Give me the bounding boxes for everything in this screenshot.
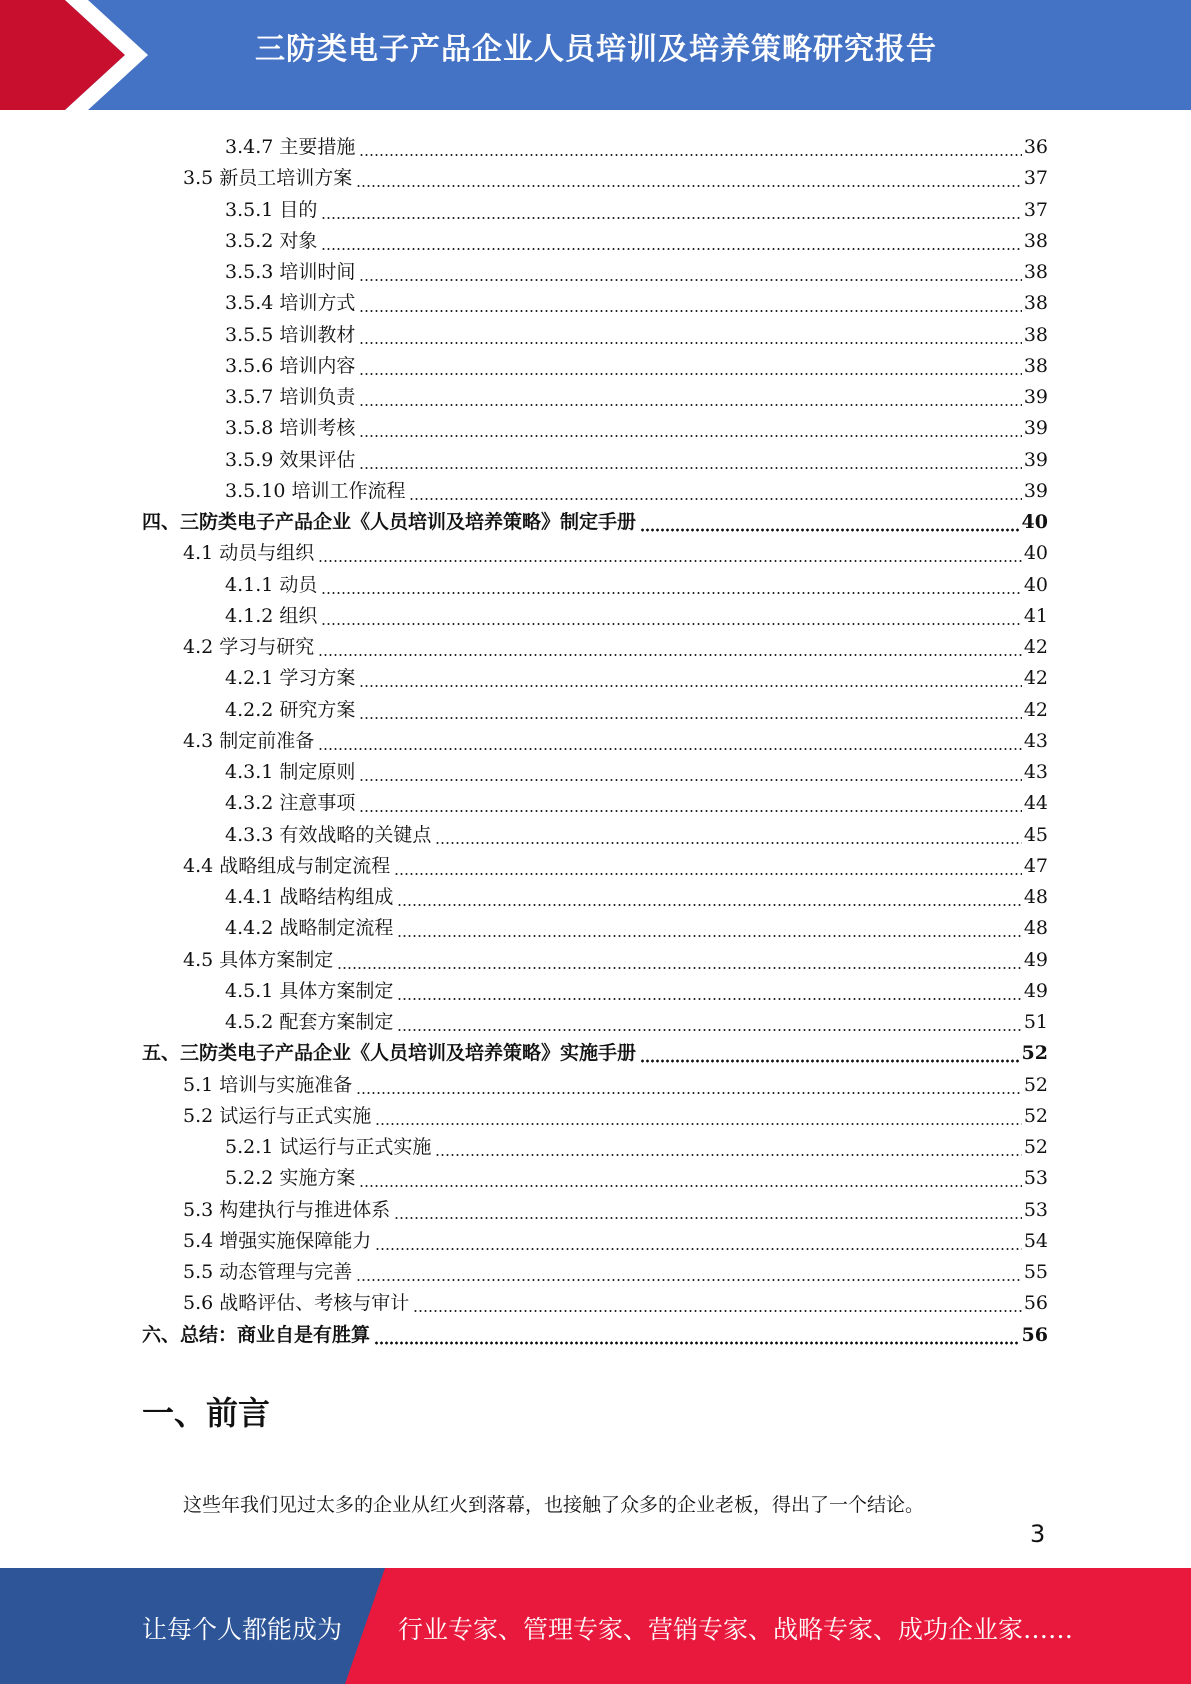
toc-entry-label: 4.2 学习与研究 [183, 636, 315, 658]
toc-dot-leader [359, 291, 1021, 315]
toc-entry[interactable] [142, 1316, 1048, 1347]
toc-entry-label: 4.3.2 注意事项 [225, 792, 356, 814]
toc-dot-leader [397, 885, 1021, 909]
toc-entry[interactable] [225, 378, 1048, 409]
toc-dot-leader [321, 229, 1021, 253]
toc-dot-leader [413, 1291, 1022, 1315]
toc-entry-page: 38 [1023, 355, 1048, 377]
toc-entry-label: 5.4 增强实施保障能力 [183, 1230, 372, 1252]
toc-entry-page: 42 [1023, 667, 1048, 689]
toc-entry-page: 56 [1021, 1324, 1048, 1346]
toc-entry-label: 六、总结：商业自是有胜算 [142, 1324, 371, 1346]
toc-entry[interactable] [225, 128, 1048, 159]
toc-entry[interactable] [183, 722, 1048, 753]
toc-dot-leader [394, 854, 1022, 878]
toc-dot-leader [375, 1229, 1022, 1253]
toc-entry[interactable] [225, 472, 1048, 503]
toc-entry-label: 4.3.3 有效战略的关键点 [225, 824, 432, 846]
toc-entry-label: 4.5.2 配套方案制定 [225, 1011, 394, 1033]
toc-entry-page: 42 [1023, 636, 1048, 658]
toc-dot-leader [397, 979, 1021, 1003]
toc-entry-label: 4.3.1 制定原则 [225, 761, 356, 783]
footer-slogan-right: 行业专家、管理专家、营销专家、战略专家、成功企业家…… [398, 1615, 1074, 1644]
toc-entry-page: 48 [1023, 917, 1048, 939]
toc-dot-leader [337, 948, 1022, 972]
toc-entry-page: 40 [1023, 542, 1048, 564]
toc-dot-leader [318, 541, 1022, 565]
toc-entry-label: 3.5.4 培训方式 [225, 292, 356, 314]
toc-dot-leader [356, 1260, 1022, 1284]
toc-entry-page: 37 [1023, 167, 1048, 189]
toc-entry-label: 4.1.2 组织 [225, 605, 318, 627]
toc-entry-label: 3.5.10 培训工作流程 [225, 480, 406, 502]
header-chevron-decoration [0, 0, 160, 110]
footer-slogan-left: 让每个人都能成为 [142, 1615, 343, 1644]
toc-entry[interactable] [183, 847, 1048, 878]
toc-dot-leader [375, 1104, 1022, 1128]
toc-entry-page: 55 [1023, 1261, 1048, 1283]
toc-dot-leader [359, 791, 1021, 815]
toc-entry-page: 37 [1023, 199, 1048, 221]
toc-entry[interactable] [142, 1034, 1048, 1065]
toc-entry-page: 40 [1023, 574, 1048, 596]
toc-entry[interactable] [225, 316, 1048, 347]
toc-dot-leader [359, 760, 1021, 784]
toc-entry-label: 3.5.8 培训考核 [225, 417, 356, 439]
toc-entry-label: 5.5 动态管理与完善 [183, 1261, 353, 1283]
toc-entry-label: 5.6 战略评估、考核与审计 [183, 1292, 410, 1314]
toc-entry-label: 3.5.1 目的 [225, 199, 318, 221]
toc-entry[interactable] [183, 159, 1048, 190]
toc-entry-page: 39 [1023, 449, 1048, 471]
toc-entry[interactable] [225, 972, 1048, 1003]
toc-entry-label: 4.3 制定前准备 [183, 730, 315, 752]
toc-entry-page: 36 [1023, 136, 1048, 158]
toc-entry-page: 38 [1023, 230, 1048, 252]
toc-entry-page: 53 [1023, 1199, 1048, 1221]
toc-dot-leader [359, 323, 1021, 347]
toc-entry[interactable] [183, 628, 1048, 659]
toc-entry-page: 49 [1023, 980, 1048, 1002]
toc-entry-page: 38 [1023, 324, 1048, 346]
toc-dot-leader [318, 729, 1022, 753]
toc-entry-label: 五、三防类电子产品企业《人员培训及培养策略》实施手册 [142, 1042, 637, 1064]
toc-dot-leader [435, 823, 1021, 847]
toc-entry-page: 49 [1023, 949, 1048, 971]
toc-entry-label: 5.2.2 实施方案 [225, 1167, 356, 1189]
toc-entry[interactable] [183, 1222, 1048, 1253]
toc-dot-leader [359, 416, 1021, 440]
toc-dot-leader [359, 354, 1021, 378]
toc-entry-label: 3.5.6 培训内容 [225, 355, 356, 377]
toc-entry-page: 39 [1023, 417, 1048, 439]
body-paragraph: 这些年我们见过太多的企业从红火到落幕，也接触了众多的企业老板，得出了一个结论。 [183, 1494, 925, 1516]
toc-dot-leader [397, 916, 1021, 940]
toc-entry-label: 4.2.1 学习方案 [225, 667, 356, 689]
toc-entry-page: 48 [1023, 886, 1048, 908]
toc-entry[interactable] [225, 816, 1048, 847]
toc-entry[interactable] [225, 659, 1048, 690]
toc-dot-leader [435, 1135, 1021, 1159]
toc-dot-leader [394, 1198, 1022, 1222]
toc-dot-leader [409, 479, 1021, 503]
toc-entry[interactable] [225, 784, 1048, 815]
toc-dot-leader [321, 573, 1021, 597]
toc-dot-leader [321, 198, 1021, 222]
toc-entry[interactable] [225, 441, 1048, 472]
toc-entry[interactable] [225, 191, 1048, 222]
toc-entry-page: 38 [1023, 261, 1048, 283]
toc-entry-page: 52 [1023, 1136, 1048, 1158]
toc-entry-page: 38 [1023, 292, 1048, 314]
toc-entry[interactable] [183, 1066, 1048, 1097]
toc-entry-page: 41 [1023, 605, 1048, 627]
toc-entry-page: 53 [1023, 1167, 1048, 1189]
toc-entry-page: 43 [1023, 761, 1048, 783]
toc-dot-leader [356, 166, 1022, 190]
toc-entry-label: 5.3 构建执行与推进体系 [183, 1199, 391, 1221]
toc-entry-label: 5.1 培训与实施准备 [183, 1074, 353, 1096]
toc-entry-label: 4.4.2 战略制定流程 [225, 917, 394, 939]
toc-entry[interactable] [225, 284, 1048, 315]
toc-entry-page: 44 [1023, 792, 1048, 814]
toc-entry-page: 47 [1023, 855, 1048, 877]
toc-entry[interactable] [183, 1191, 1048, 1222]
toc-entry[interactable] [225, 691, 1048, 722]
toc-entry-page: 54 [1023, 1230, 1048, 1252]
toc-entry[interactable] [225, 753, 1048, 784]
toc-dot-leader [359, 135, 1021, 159]
page-footer [0, 1568, 1191, 1684]
toc-entry[interactable] [183, 534, 1048, 565]
toc-entry-label: 4.5.1 具体方案制定 [225, 980, 394, 1002]
page-number: 3 [1030, 1520, 1046, 1548]
toc-entry-page: 42 [1023, 699, 1048, 721]
toc-entry-page: 52 [1023, 1074, 1048, 1096]
toc-dot-leader [359, 260, 1021, 284]
toc-entry-page: 40 [1021, 511, 1048, 533]
toc-entry[interactable] [183, 1253, 1048, 1284]
toc-entry-label: 3.5.2 对象 [225, 230, 318, 252]
toc-entry[interactable] [225, 1128, 1048, 1159]
toc-entry[interactable] [225, 222, 1048, 253]
toc-entry-label: 4.4.1 战略结构组成 [225, 886, 394, 908]
toc-dot-leader [359, 666, 1021, 690]
toc-dot-leader [359, 698, 1021, 722]
toc-entry-label: 四、三防类电子产品企业《人员培训及培养策略》制定手册 [142, 511, 637, 533]
toc-entry-label: 4.1 动员与组织 [183, 542, 315, 564]
toc-entry-page: 51 [1023, 1011, 1048, 1033]
toc-entry[interactable] [225, 409, 1048, 440]
toc-entry-label: 3.5 新员工培训方案 [183, 167, 353, 189]
toc-entry-label: 3.4.7 主要措施 [225, 136, 356, 158]
toc-entry-label: 4.1.1 动员 [225, 574, 318, 596]
report-title: 三防类电子产品企业人员培训及培养策略研究报告 [255, 32, 937, 67]
toc-entry-label: 3.5.9 效果评估 [225, 449, 356, 471]
toc-dot-leader [374, 1323, 1020, 1347]
toc-entry-page: 39 [1023, 480, 1048, 502]
toc-entry[interactable] [225, 253, 1048, 284]
toc-entry[interactable] [225, 878, 1048, 909]
toc-entry-page: 43 [1023, 730, 1048, 752]
toc-dot-leader [321, 604, 1021, 628]
toc-entry[interactable] [225, 1003, 1048, 1034]
toc-dot-leader [397, 1010, 1021, 1034]
toc-entry-page: 39 [1023, 386, 1048, 408]
toc-entry-page: 45 [1023, 824, 1048, 846]
toc-dot-leader [640, 1041, 1020, 1065]
toc-dot-leader [356, 1073, 1022, 1097]
toc-dot-leader [359, 1166, 1021, 1190]
toc-dot-leader [359, 448, 1021, 472]
toc-entry[interactable] [225, 1159, 1048, 1190]
toc-dot-leader [318, 635, 1022, 659]
toc-entry-label: 5.2.1 试运行与正式实施 [225, 1136, 432, 1158]
toc-entry[interactable] [183, 1284, 1048, 1315]
toc-entry[interactable] [225, 909, 1048, 940]
toc-entry-page: 56 [1023, 1292, 1048, 1314]
toc-entry-label: 5.2 试运行与正式实施 [183, 1105, 372, 1127]
toc-entry-page: 52 [1023, 1105, 1048, 1127]
toc-entry[interactable] [225, 566, 1048, 597]
toc-dot-leader [640, 510, 1020, 534]
toc-entry-page: 52 [1021, 1042, 1048, 1064]
toc-entry-label: 3.5.7 培训负责 [225, 386, 356, 408]
section-heading: 一、前言 [142, 1394, 271, 1432]
toc-entry[interactable] [225, 347, 1048, 378]
toc-dot-leader [359, 385, 1021, 409]
toc-entry[interactable] [183, 1097, 1048, 1128]
page-header [0, 0, 1191, 110]
toc-entry-label: 4.4 战略组成与制定流程 [183, 855, 391, 877]
toc-entry-label: 3.5.3 培训时间 [225, 261, 356, 283]
toc-entry-label: 3.5.5 培训教材 [225, 324, 356, 346]
toc-entry[interactable] [142, 503, 1048, 534]
toc-entry[interactable] [225, 597, 1048, 628]
toc-entry-label: 4.5 具体方案制定 [183, 949, 334, 971]
toc-entry-label: 4.2.2 研究方案 [225, 699, 356, 721]
toc-entry[interactable] [183, 941, 1048, 972]
